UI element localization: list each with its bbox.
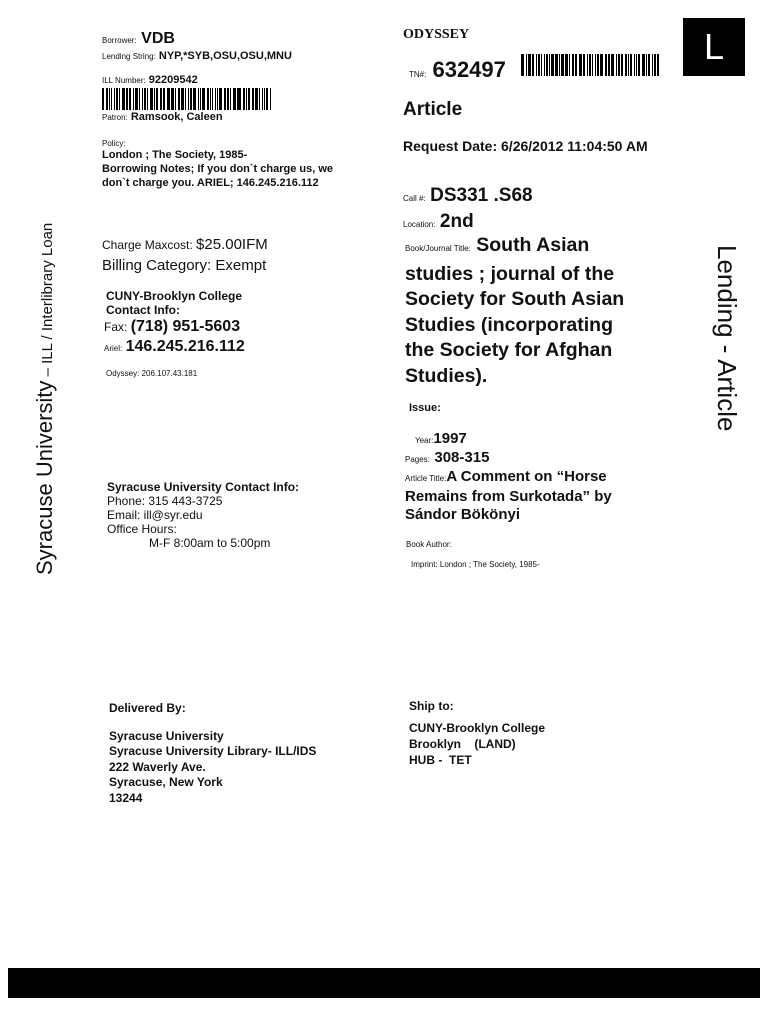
location-line xyxy=(403,211,474,233)
barcode-bar xyxy=(551,54,554,76)
policy-line: don`t charge you. ARIEL; 146.245.216.112 xyxy=(102,177,319,189)
su-hours-label: Office Hours: xyxy=(107,522,177,536)
article-title xyxy=(405,468,685,524)
barcode-bar xyxy=(178,88,180,110)
barcode-bar xyxy=(154,88,155,110)
request-date: Request Date: 6/26/2012 11:04:50 AM xyxy=(403,138,648,154)
barcode-bar xyxy=(648,54,651,76)
delivered-by-block xyxy=(109,701,316,806)
barcode-bar xyxy=(114,88,116,110)
contact-info-label: Contact Info: xyxy=(106,303,180,317)
delivered-by-line: Syracuse, New York xyxy=(109,775,223,789)
year-label: Year: xyxy=(415,436,434,445)
fax-line xyxy=(104,318,240,336)
left-side-banner xyxy=(32,223,58,575)
borrower-value: VDB xyxy=(141,30,175,47)
article-title-label: Article Title: xyxy=(405,474,447,483)
charge-value: $25.00IFM xyxy=(196,236,268,253)
bottom-scan-border xyxy=(8,968,760,998)
ill-barcode xyxy=(102,88,272,110)
barcode-bar xyxy=(233,88,236,110)
barcode-bar xyxy=(565,54,568,76)
barcode-bar xyxy=(116,88,118,110)
tn-value: 632497 xyxy=(432,57,506,82)
barcode-bar xyxy=(150,88,153,110)
delivered-by-line: Syracuse University Library- ILL/IDS xyxy=(109,744,317,758)
barcode-bar xyxy=(142,88,143,110)
barcode-bar xyxy=(559,54,560,76)
barcode-bar xyxy=(156,88,158,110)
year-value: 1997 xyxy=(433,430,467,447)
barcode-bar xyxy=(646,54,647,76)
barcode-bar xyxy=(202,88,205,110)
request-type: Article xyxy=(403,99,463,120)
delivered-by-line: 222 Waverly Ave. xyxy=(109,759,206,774)
fax-value: (718) 951-5603 xyxy=(130,318,241,335)
lending-string-value: NYP,*SYB,OSU,OSU,MNU xyxy=(158,50,292,62)
charge-label: Charge Maxcost: xyxy=(102,238,193,252)
journal-title-line: Society for South Asian xyxy=(405,288,625,310)
delivered-by-line: Syracuse University xyxy=(109,728,224,743)
imprint: Imprint: London ; The Society, 1985- xyxy=(411,560,540,569)
ariel-label: Ariel: xyxy=(104,344,123,353)
barcode-bar xyxy=(657,54,659,76)
barcode-bar xyxy=(207,88,209,110)
right-side-banner: Lending - Article xyxy=(712,245,742,432)
ariel-value: 146.245.216.112 xyxy=(125,338,245,355)
barcode-bar xyxy=(175,88,176,110)
pages-line xyxy=(405,449,489,467)
barcode-bar xyxy=(237,88,238,110)
borrower-line xyxy=(102,30,175,48)
barcode-bar xyxy=(129,88,131,110)
barcode-bar xyxy=(185,88,186,110)
barcode-bar xyxy=(605,54,607,76)
barcode-bar xyxy=(595,54,596,76)
delivered-by-title: Delivered By: xyxy=(109,701,186,715)
journal-title xyxy=(405,233,675,389)
barcode-bar xyxy=(621,54,623,76)
policy-label: Policy: xyxy=(102,139,126,148)
barcode-bar xyxy=(587,54,588,76)
call-number-line xyxy=(403,185,533,207)
barcode-bar xyxy=(119,88,120,110)
issue-label: Issue: xyxy=(409,402,441,414)
odyssey-header: ODYSSEY xyxy=(403,27,470,42)
su-contact-block xyxy=(107,480,299,550)
barcode-bar xyxy=(541,54,542,76)
barcode-bar xyxy=(584,54,585,76)
barcode-bar xyxy=(198,88,199,110)
lending-corner-badge: L xyxy=(683,18,745,76)
barcode-bar xyxy=(608,54,611,76)
barcode-bar xyxy=(521,54,524,76)
barcode-bar xyxy=(262,88,263,110)
barcode-bar xyxy=(227,88,229,110)
barcode-bar xyxy=(171,88,174,110)
tn-label: TN#: xyxy=(409,70,427,79)
pages-label: Pages: xyxy=(405,455,430,464)
journal-title-line: Studies (incorporating xyxy=(405,313,614,336)
policy-line: Borrowing Notes; If you don`t charge us, we xyxy=(102,163,334,175)
su-email: Email: ill@syr.edu xyxy=(107,508,203,522)
su-hours: M-F 8:00am to 5:00pm xyxy=(149,536,271,550)
year-line xyxy=(415,430,467,448)
barcode-bar xyxy=(616,54,618,76)
su-phone: Phone: 315 443-3725 xyxy=(107,494,223,508)
barcode-bar xyxy=(555,54,558,76)
patron-value: Ramsook, Caleen xyxy=(130,111,223,123)
delivered-by-line: 13244 xyxy=(109,790,143,805)
barcode-bar xyxy=(642,54,645,76)
barcode-bar xyxy=(561,54,564,76)
charge-line xyxy=(102,236,268,253)
barcode-bar xyxy=(266,88,268,110)
policy-text xyxy=(102,148,333,190)
barcode-bar xyxy=(536,54,537,76)
ship-to-line: HUB - TET xyxy=(409,753,472,767)
barcode-bar xyxy=(618,54,620,76)
barcode-bar xyxy=(200,88,201,110)
lending-string-label: Lending String: xyxy=(102,52,156,61)
article-title-line: Remains from Surkotada” by xyxy=(405,488,612,505)
lending-string-line xyxy=(102,50,292,62)
barcode-bar xyxy=(592,54,593,76)
barcode-bar xyxy=(160,88,162,110)
patron-line xyxy=(102,111,223,123)
ship-to-line: CUNY-Brooklyn College xyxy=(409,721,546,735)
book-author-label: Book Author: xyxy=(406,540,452,549)
ariel-line xyxy=(104,338,245,356)
barcode-bar xyxy=(246,88,247,110)
tn-line xyxy=(409,57,506,83)
borrowing-institution: CUNY-Brooklyn College xyxy=(106,289,243,303)
barcode-bar xyxy=(147,88,148,110)
ill-number-line xyxy=(102,74,198,86)
barcode-bar xyxy=(634,54,635,76)
barcode-bar xyxy=(126,88,128,110)
borrower-label: Borrower: xyxy=(102,36,137,45)
journal-title-line: Studies). xyxy=(405,364,488,387)
barcode-bar xyxy=(252,88,254,110)
billing-line xyxy=(102,257,266,274)
ship-to-block xyxy=(409,698,545,768)
barcode-bar xyxy=(600,54,603,76)
call-number-label: Call #: xyxy=(403,194,426,203)
tn-barcode xyxy=(521,54,661,76)
barcode-bar xyxy=(638,54,641,76)
ill-number-label: ILL Number: xyxy=(102,76,146,85)
barcode-bar xyxy=(572,54,573,76)
patron-label: Patron: xyxy=(102,113,128,122)
barcode-bar xyxy=(636,54,637,76)
barcode-bar xyxy=(526,54,528,76)
barcode-bar xyxy=(188,88,190,110)
barcode-bar xyxy=(583,54,584,76)
barcode-bar xyxy=(111,88,112,110)
barcode-bar xyxy=(167,88,170,110)
barcode-bar xyxy=(163,88,164,110)
barcode-bar xyxy=(573,54,574,76)
call-number-value: DS331 .S68 xyxy=(430,185,533,206)
barcode-bar xyxy=(589,54,591,76)
fax-label: Fax: xyxy=(104,320,128,334)
barcode-bar xyxy=(135,88,138,110)
barcode-bar xyxy=(133,88,134,110)
left-side-sub: – ILL / Interlibrary Loan xyxy=(39,222,56,381)
barcode-bar xyxy=(264,88,265,110)
barcode-bar xyxy=(255,88,258,110)
billing-label: Billing Category: xyxy=(102,257,212,274)
barcode-bar xyxy=(575,54,577,76)
barcode-bar xyxy=(248,88,250,110)
barcode-bar xyxy=(122,88,125,110)
barcode-bar xyxy=(611,54,614,76)
barcode-bar xyxy=(528,54,531,76)
barcode-bar xyxy=(164,88,165,110)
barcode-bar xyxy=(625,54,627,76)
barcode-bar xyxy=(532,54,534,76)
barcode-bar xyxy=(597,54,600,76)
barcode-bar xyxy=(549,54,550,76)
ship-to-title: Ship to: xyxy=(409,699,454,713)
barcode-bar xyxy=(230,88,231,110)
journal-title-line: studies ; journal of the xyxy=(405,262,615,285)
barcode-bar xyxy=(193,88,196,110)
barcode-bar xyxy=(270,88,271,110)
barcode-bar xyxy=(628,54,630,76)
barcode-bar xyxy=(546,54,548,76)
barcode-bar xyxy=(238,88,241,110)
barcode-bar xyxy=(144,88,146,110)
barcode-bar xyxy=(106,88,108,110)
barcode-bar xyxy=(210,88,211,110)
barcode-bar xyxy=(544,54,545,76)
journal-title-label: Book/Journal Title: xyxy=(405,244,471,253)
barcode-bar xyxy=(652,54,653,76)
barcode-bar xyxy=(190,88,192,110)
article-title-line: Sándor Bökönyi xyxy=(405,506,521,523)
barcode-bar xyxy=(139,88,141,110)
left-side-main: Syracuse University xyxy=(32,380,57,575)
barcode-bar xyxy=(654,54,656,76)
journal-title-line: South Asian xyxy=(476,234,590,256)
billing-value: Exempt xyxy=(215,257,267,274)
barcode-bar xyxy=(212,88,214,110)
pages-value: 308-315 xyxy=(434,449,490,466)
barcode-bar xyxy=(102,88,104,110)
policy-line: London ; The Society, 1985- xyxy=(102,149,248,161)
location-label: Location: xyxy=(403,220,436,229)
barcode-bar xyxy=(224,88,226,110)
barcode-bar xyxy=(219,88,222,110)
barcode-bar xyxy=(217,88,218,110)
article-title-line: A Comment on “Horse xyxy=(446,468,607,485)
barcode-bar xyxy=(569,54,570,76)
journal-title-line: the Society for Afghan xyxy=(405,339,613,361)
barcode-bar xyxy=(215,88,216,110)
barcode-bar xyxy=(259,88,261,110)
ill-number-value: 92209542 xyxy=(148,74,198,86)
barcode-bar xyxy=(579,54,582,76)
barcode-bar xyxy=(243,88,245,110)
su-contact-title: Syracuse University Contact Info: xyxy=(107,480,300,494)
barcode-bar xyxy=(538,54,541,76)
barcode-bar xyxy=(109,88,110,110)
odyssey-address: Odyssey: 206.107.43.181 xyxy=(106,369,198,378)
barcode-bar xyxy=(181,88,184,110)
ship-to-line: Brooklyn (LAND) xyxy=(409,737,516,751)
barcode-bar xyxy=(630,54,632,76)
location-value: 2nd xyxy=(439,211,474,232)
